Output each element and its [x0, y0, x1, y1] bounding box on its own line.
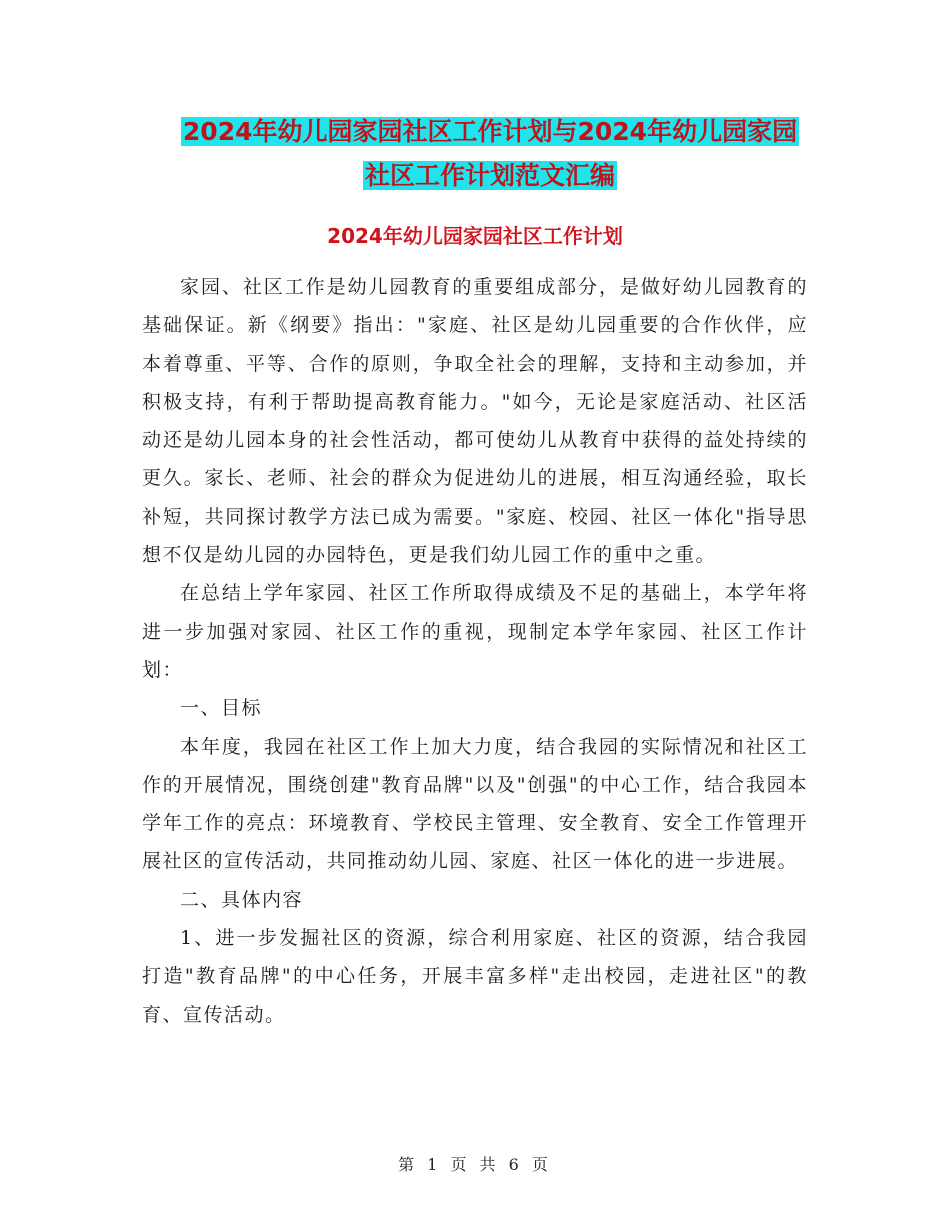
page-footer: 第 1 页 共 6 页 — [398, 1155, 552, 1174]
document-title-line-2: 社区工作计划范文汇编 — [364, 161, 615, 190]
heading-content: 二、具体内容 — [180, 888, 304, 911]
paragraph-content-1: 1、进一步发掘社区的资源，综合利用家庭、社区的资源，结合我园打造"教育品牌"的中心任务，开展丰富多样"走出校园，走进社区"的教育、宣传活动。 — [142, 927, 808, 1026]
paragraph-goals: 本年度，我园在社区工作上加大力度，结合我园的实际情况和社区工作的开展情况，围绕创建"教育品牌"以及"创强"的中心工作，结合我园本学年工作的亮点：环境教育、学校民主管理、安全教育、安全工作管理开展社区的宣传活动，共同推动幼儿园、家庭、社区一体化的进一步进展。 — [142, 735, 808, 873]
document-body — [142, 268, 808, 1034]
section-title: 2024年幼儿园家园社区工作计划 — [327, 224, 623, 248]
document-title — [140, 110, 840, 198]
heading-goals: 一、目标 — [180, 697, 263, 720]
paragraph-intro: 家园、社区工作是幼儿园教育的重要组成部分，是做好幼儿园教育的基础保证。新《纲要》指出："家庭、社区是幼儿园重要的合作伙伴，应本着尊重、平等、合作的原则，争取全社会的理解，支持和主动参加，并积极支持，有利于帮助提高教育能力。"如今，无论是家庭活动、社区活动还是幼儿园本身的社会性活动，都可使幼儿从教育中获得的益处持续的更久。家长、老师、社会的群众为促进幼儿的进展，相互沟通经验，取长补短，共同探讨教学方法已成为需要。"家庭、校园、社区一体化"指导思想不仅是幼儿园的办园特色，更是我们幼儿园工作的重中之重。 — [142, 276, 808, 567]
document-title-line-1: 2024年幼儿园家园社区工作计划与2024年幼儿园家园 — [182, 117, 798, 146]
paragraph-summary: 在总结上学年家园、社区工作所取得成绩及不足的基础上，本学年将进一步加强对家园、社区工作的重视，现制定本学年家园、社区工作计划： — [142, 582, 808, 681]
